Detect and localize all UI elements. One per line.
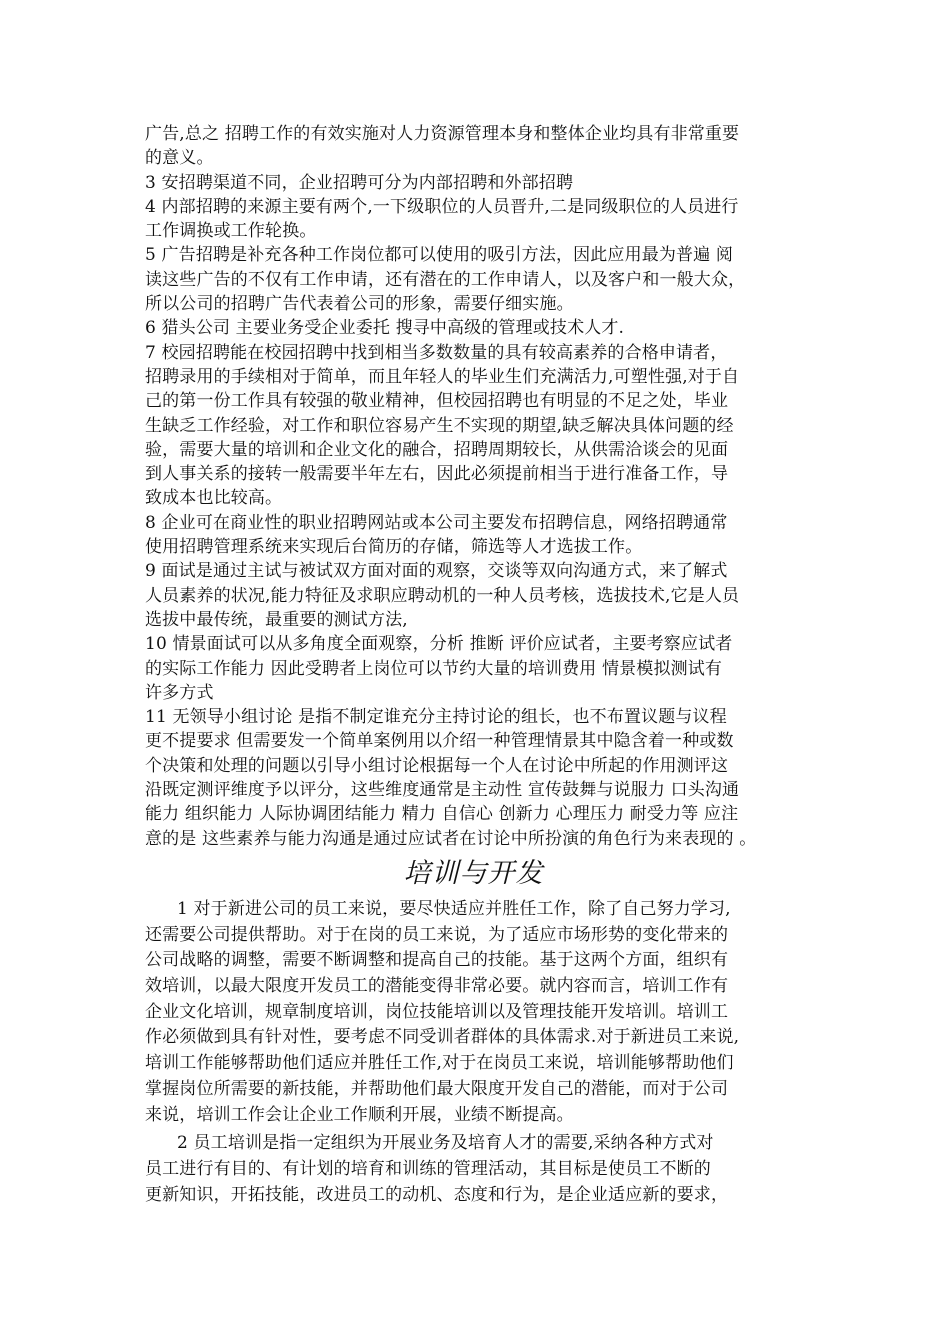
text-line: 11 无领导小组讨论 是指不制定谁充分主持讨论的组长，也不布置议题与议程 — [145, 707, 727, 728]
text-line: 许多方式 — [145, 682, 214, 703]
text-line: 生缺乏工作经验，对工作和职位容易产生不实现的期望,缺乏解决具体问题的经 — [145, 415, 734, 436]
text-line: 更不提要求 但需要发一个简单案例用以介绍一种管理情景其中隐含着一种或数 — [145, 731, 734, 752]
text-line: 能力 组织能力 人际协调团结能力 精力 自信心 创新力 心理压力 耐受力等 应注 — [145, 804, 739, 825]
text-line: 致成本也比较高。 — [145, 488, 283, 509]
text-line: 意的是 这些素养与能力沟通是通过应试者在讨论中所扮演的角色行为来表现的 。 — [145, 828, 757, 849]
text-line: 3 安招聘渠道不同，企业招聘可分为内部招聘和外部招聘 — [145, 172, 574, 193]
text-line: 选拔中最传统，最重要的测试方法, — [145, 609, 408, 630]
text-line: 沿既定测评维度予以评分，这些维度通常是主动性 宣传鼓舞与说服力 口头沟通 — [145, 780, 740, 801]
text-line: 使用招聘管理系统来实现后台简历的存储，筛选等人才选拔工作。 — [145, 537, 643, 558]
text-line: 效培训，以最大限度开发员工的潜能变得非常必要。就内容而言，培训工作有 — [145, 976, 729, 997]
text-line: 来说，培训工作会让企业工作顺利开展，业绩不断提高。 — [145, 1104, 574, 1125]
training-paragraph-2 — [145, 1131, 810, 1208]
text-line: 己的第一份工作具有较强的敬业精神，但校园招聘也有明显的不足之处，毕业 — [145, 391, 729, 412]
text-line: 的意义。 — [145, 148, 214, 169]
text-line: 广告,总之 招聘工作的有效实施对人力资源管理本身和整体企业均具有非常重要 — [145, 124, 740, 144]
text-line: 公司战略的调整，需要不断调整和提高自己的技能。基于这两个方面，组织有 — [145, 950, 729, 971]
text-line: 8 企业可在商业性的职业招聘网站或本公司主要发布招聘信息，网络招聘通常 — [145, 512, 728, 533]
text-line: 还需要公司提供帮助。对于在岗的员工来说，为了适应市场形势的变化带来的 — [145, 924, 729, 945]
text-line: 6 猎头公司 主要业务受企业委托 搜寻中高级的管理或技术人才. — [145, 318, 625, 339]
text-line: 掌握岗位所需要的新技能，并帮助他们最大限度开发自己的潜能，而对于公司 — [145, 1078, 729, 1099]
training-paragraph-1 — [145, 897, 810, 1128]
recruitment-list — [145, 122, 810, 851]
text-line: 个决策和处理的问题以引导小组讨论根据每一个人在讨论中所起的作用测评这 — [145, 755, 729, 776]
text-line: 2 员工培训是指一定组织为开展业务及培育人才的需要,采纳各种方式对 — [177, 1133, 714, 1154]
text-line: 的实际工作能力 因此受聘者上岗位可以节约大量的培训费用 情景模拟测试有 — [145, 658, 723, 679]
text-line: 工作调换或工作轮换。 — [145, 221, 317, 242]
text-line: 7 校园招聘能在校园招聘中找到相当多数数量的具有较高素养的合格申请者， — [145, 342, 728, 363]
text-line: 员工进行有目的、有计划的培育和训练的管理活动，其目标是使员工不断的 — [145, 1158, 711, 1179]
text-line: 到人事关系的接转一般需要半年左右，因此必须提前相当于进行准备工作，导 — [145, 464, 729, 485]
text-line: 验，需要大量的培训和企业文化的融合，招聘周期较长，从供需洽谈会的见面 — [145, 439, 729, 460]
text-line: 招聘录用的手续相对于简单，而且年轻人的毕业生们充满活力,可塑性强,对于自 — [145, 366, 740, 387]
text-line: 9 面试是通过主试与被试双方面对面的观察，交谈等双向沟通方式，来了解式 — [145, 561, 728, 582]
text-line: 5 广告招聘是补充各种工作岗位都可以使用的吸引方法，因此应用最为普遍 阅 — [145, 245, 734, 266]
text-line: 读这些广告的不仅有工作申请，还有潜在的工作申请人，以及客户和一般大众， — [145, 269, 746, 290]
text-line: 4 内部招聘的来源主要有两个,一下级职位的人员晋升,二是同级职位的人员进行 — [145, 196, 739, 217]
text-line: 培训工作能够帮助他们适应并胜任工作,对于在岗员工来说，培训能够帮助他们 — [145, 1053, 734, 1074]
text-line: 作必须做到具有针对性，要考虑不同受训者群体的具体需求.对于新进员工来说, — [145, 1027, 740, 1048]
text-line: 1 对于新进公司的员工来说，要尽快适应并胜任工作，除了自己努力学习, — [177, 898, 731, 919]
section-title: 培训与开发 — [403, 857, 544, 889]
text-line: 人员素养的状况,能力特征及求职应聘动机的一种人员考核，选拔技术,它是人员 — [145, 585, 740, 606]
text-line: 企业文化培训，规章制度培训，岗位技能培训以及管理技能开发培训。培训工 — [145, 1001, 729, 1022]
document-page — [145, 122, 810, 1208]
text-line: 10 情景面试可以从多角度全面观察，分析 推断 评价应试者，主要考察应试者 — [145, 634, 733, 655]
text-line: 更新知识，开拓技能，改进员工的动机、态度和行为，是企业适应新的要求， — [145, 1184, 729, 1205]
text-line: 所以公司的招聘广告代表着公司的形象，需要仔细实施。 — [145, 294, 574, 315]
